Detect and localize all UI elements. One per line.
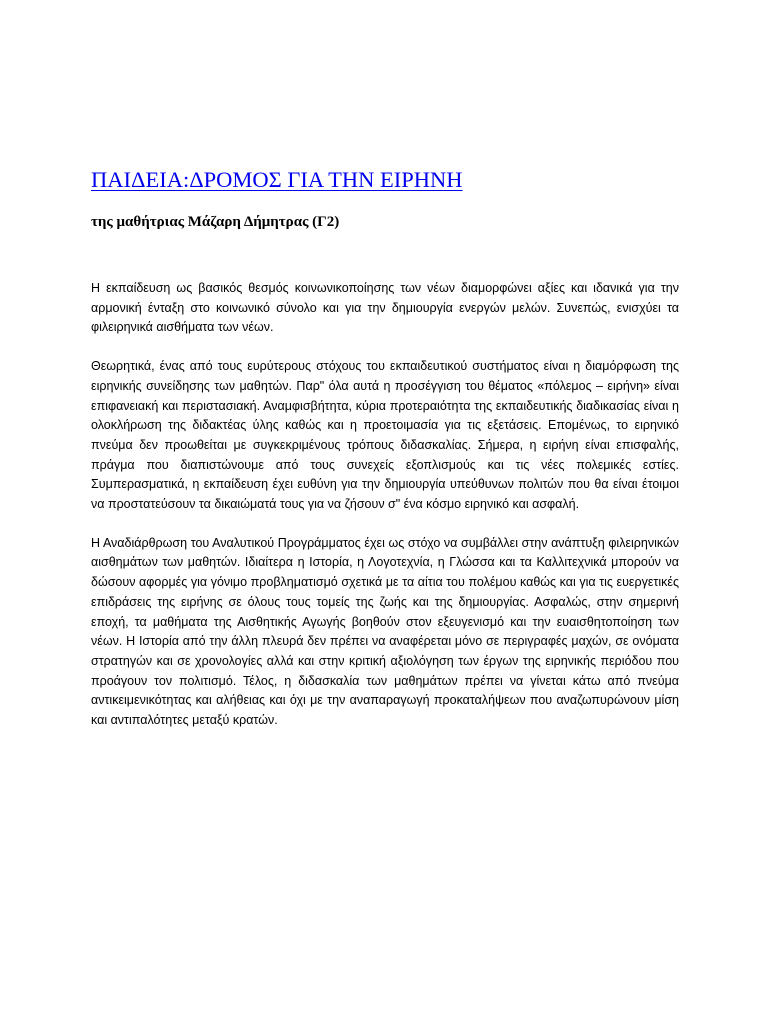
document-content — [91, 165, 679, 731]
document-title-link[interactable]: ΠΑΙΔΕΙΑ:ΔΡΟΜΟΣ ΓΙΑ ΤΗΝ ΕΙΡΗΝΗ — [91, 167, 463, 192]
paragraph-theory: Θεωρητικά, ένας από τους ευρύτερους στόχους του εκπαιδευτικού συστήματος είναι η διαμόρφωση της ειρηνικής συνείδησης των μαθητών. Παρ" όλα αυτά η προσέγγιση του θέματος «πόλεμος – ειρήνη» είναι επιφανειακή και περιστασιακή. Αναμφισβήτητα, κύρια προτεραιότητα της εκπαιδευτικής διαδικασίας είναι η ολοκλήρωση της διδακτέας ύλης καθώς και η προετοιμασία για τις εξετάσεις. Επομένως, το ειρηνικό πνεύμα δεν προωθείται με συγκεκριμένους τρόπους διδασκαλίας. Σήμερα, η ειρήνη είναι επισφαλής, πράγμα που διαπιστώνουμε από τους συνεχείς εξοπλισμούς και τις νέες πολεμικές εστίες. Συμπερασματικά, η εκπαίδευση έχει ευθύνη για την δημιουργία υπεύθυνων πολιτών που θα είναι έτοιμοι να προστατεύσουν τα δικαιώματά τους για να ζήσουν σ" ένα κόσμο ειρηνικό και ασφαλή. — [91, 359, 679, 512]
author-byline: της μαθήτριας Μάζαρη Δήμητρας (Γ2) — [91, 214, 340, 230]
paragraph-curriculum: Η Αναδιάρθρωση του Αναλυτικού Προγράμματος έχει ως στόχο να συμβάλλει στην ανάπτυξη φιλειρηνικών αισθημάτων των μαθητών. Ιδιαίτερα η Ιστορία, η Λογοτεχνία, η Γλώσσα και τα Καλλιτεχνικά μπορούν να δώσουν αφορμές για γόνιμο προβληματισμό σχετικά με τα αίτια του πολέμου καθώς και για τις ευεργετικές επιδράσεις της ειρήνης σε όλους τους τομείς της ζωής και της δημιουργίας. Ασφαλώς, στην σημερινή εποχή, τα μαθήματα της Αισθητικής Αγωγής βοηθούν στον εξευγενισμό και την ευαισθητοποίηση των νέων. Η Ιστορία από την άλλη πλευρά δεν πρέπει να αναφέρεται μόνο σε περιγραφές μαχών, σε ονόματα στρατηγών και σε χρονολογίες αλλά και στην κριτική αξιολόγηση των έργων της ειρηνικής περιόδου που προάγουν τον πολιτισμό. Τέλος, η διδασκαλία των μαθημάτων πρέπει να γίνεται κάτω από πνεύμα αντικειμενικότητας και αλήθειας και όχι με την αναπαραγωγή προκαταλήψεων που αναζωπυρώνουν μίση και αντιπαλότητες μεταξύ κρατών. — [91, 535, 679, 728]
paragraph-intro: Η εκπαίδευση ως βασικός θεσμός κοινωνικοποίησης των νέων διαμορφώνει αξίες και ιδανικά για την αρμονική ένταξη στο κοινωνικό σύνολο και για την δημιουργία ενεργών μελών. Συνεπώς, ενισχύει τα φιλειρηνικά αισθήματα των νέων. — [91, 281, 679, 335]
